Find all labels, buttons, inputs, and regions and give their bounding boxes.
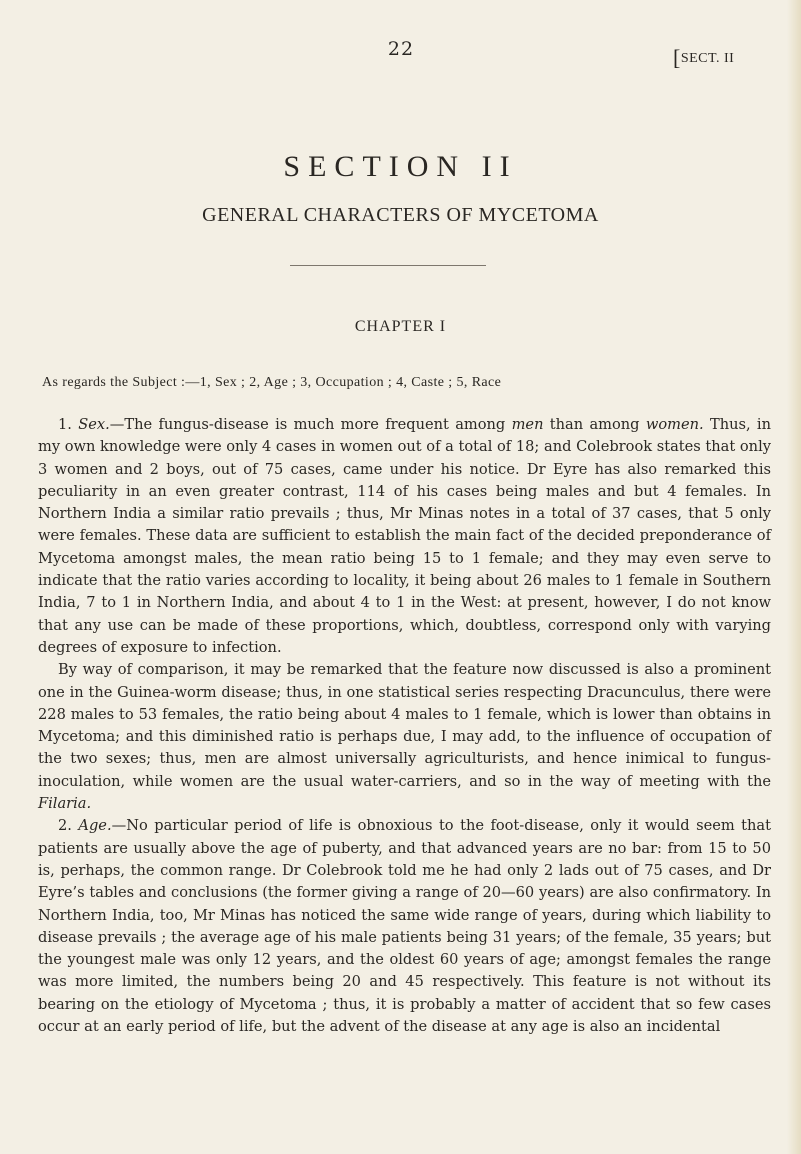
bracket-glyph: [ xyxy=(673,45,681,70)
page-number: 22 xyxy=(387,38,415,60)
emphasis-men: men xyxy=(511,416,544,433)
paragraph-sex xyxy=(38,414,771,659)
paragraph-number: 2. xyxy=(58,817,72,835)
paragraph-text: —The fungus-disease is much more frequent among xyxy=(109,416,512,433)
title-divider xyxy=(290,265,486,266)
section-reference-text: SECT. II xyxy=(680,51,735,66)
page-header xyxy=(0,38,801,68)
section-subtitle: GENERAL CHARACTERS OF MYCETOMA xyxy=(202,204,599,226)
paragraph-comparison xyxy=(38,659,771,815)
paragraph-heading-age: Age. xyxy=(78,817,112,835)
paragraph-text: Thus, in my own knowledge were only 4 cases in women out of a total of 18; and Colebrook states that only 3 women and 2 boys, out of 75 cases, came under his notice. Dr Eyre has also remarked this peculiarity in an even greater contrast, 114 of his cases being males and but 4 females. In Northern India a similar ratio prevails ; thus, Mr Minas notes in a total of 37 cases, that 5 only were females. These data are sufficient to establish the main fact of the decided preponderance of Mycetoma amongst males, the mean ratio being 15 to 1 female; and they may even serve to indicate that the ratio varies according to locality, it being about 26 males to 1 female in Southern India, 7 to 1 in Northern India, and about 4 to 1 in the West: at present, however, I do not know that any use can be made of these proportions, which, doubtless, correspond only with varying degrees of exposure to infection. xyxy=(38,416,771,656)
section-title: SECTION II xyxy=(283,150,518,183)
paragraph-text: By way of comparison, it may be remarked that the feature now discussed is also a prominent one in the Guinea-worm disease; thus, in one statistical series respecting Dracunculus, there were 228 males to 53 females, the ratio being about 4 males to 1 female, which is lower than obtains in Mycetoma; and this diminished ratio is perhaps due, I may add, to the influence of occupation of the two sexes; thus, men are almost universally agriculturists, and hence inimical to fungus-inoculation, while women are the usual water-carriers, and so in the way of meeting with the xyxy=(38,661,771,790)
emphasis-filaria: Filaria. xyxy=(38,795,92,813)
emphasis-women: women. xyxy=(645,416,704,433)
paragraph-text: than among xyxy=(543,416,646,433)
section-reference xyxy=(673,42,734,68)
body-text xyxy=(38,414,771,1038)
chapter-contents-line: As regards the Subject :—1, Sex ; 2, Age ; 3, Occupation ; 4, Caste ; 5, Race xyxy=(42,375,502,390)
paragraph-age xyxy=(38,815,771,1038)
chapter-heading: CHAPTER I xyxy=(354,318,447,335)
paragraph-heading-sex: Sex. xyxy=(78,416,110,433)
paragraph-text: —No particular period of life is obnoxious to the foot-disease, only it would seem that patients are usually above the age of puberty, and that advanced years are no bar: from 15 to 50 is, perhaps, the common range. Dr Colebrook told me he had only 2 lads out of 75 cases, and Dr Eyre’s tables and conclusions (the former giving a range of 20—60 years) are also confirmatory. In Northern India, too, Mr Minas has noticed the same wide range of years, during which liability to disease prevails ; the average age of his male patients being 31 years; of the female, 35 years; but the youngest male was only 12 years, and the oldest 60 years of age; amongst females the range was more limited, the numbers being 20 and 45 respectively. This feature is not without its bearing on the etiology of Mycetoma ; thus, it is probably a matter of accident that so few cases occur at an early period of life, but the advent of the disease at any age is also an incidental xyxy=(38,817,771,1036)
paragraph-number: 1. xyxy=(58,416,72,433)
